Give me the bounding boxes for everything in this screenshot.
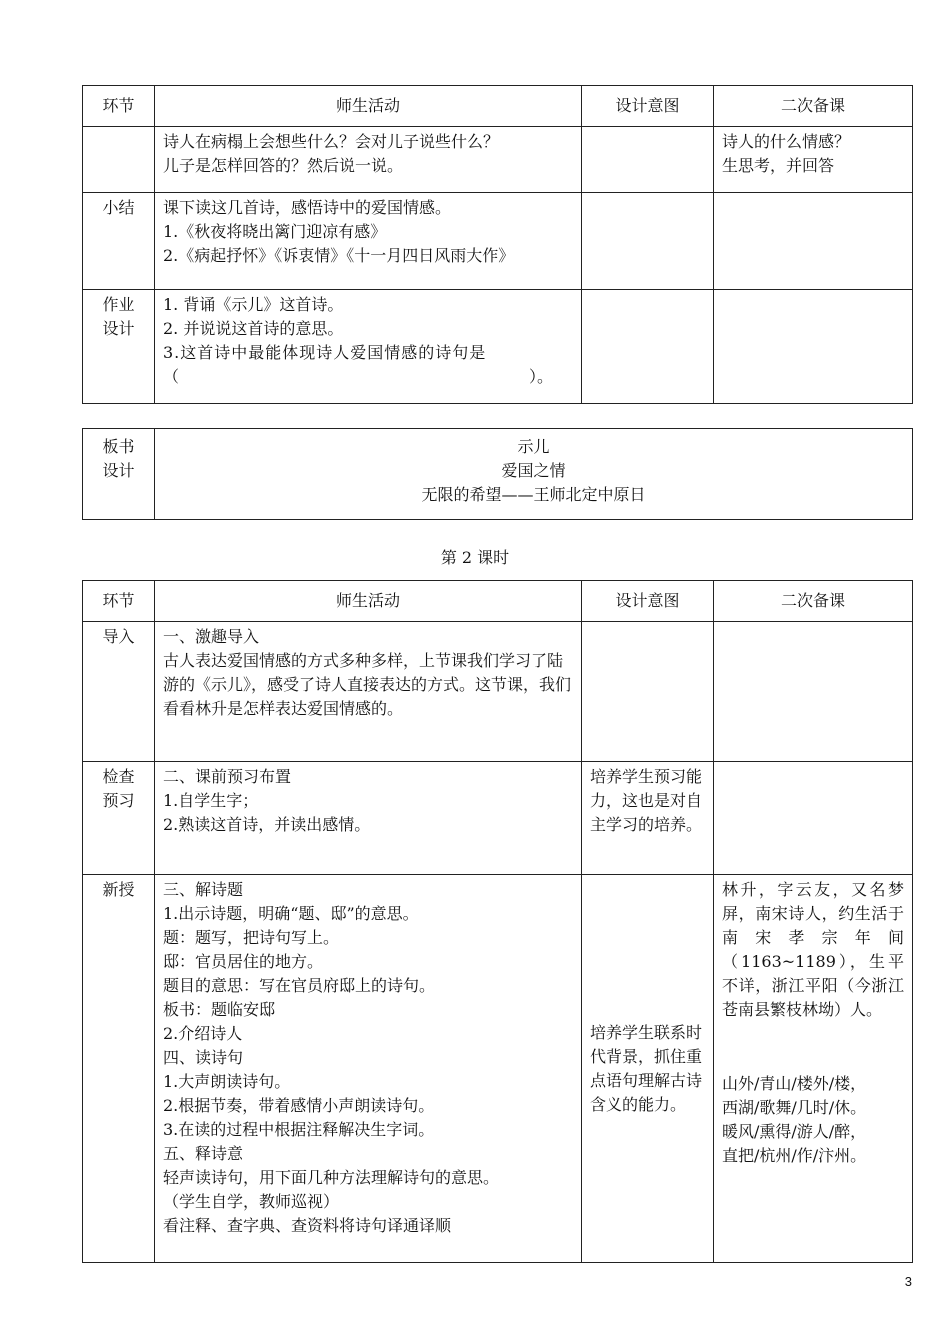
stage-cell bbox=[83, 622, 155, 762]
stage-label: 导入 bbox=[102, 627, 135, 646]
header-notes: 二次备课 bbox=[714, 86, 913, 127]
activity-line: 一、激趣导入 bbox=[163, 627, 260, 646]
activity-line: 轻声读诗句，用下面几种方法理解诗句的意思。 bbox=[163, 1168, 500, 1187]
board-label-cell bbox=[83, 429, 155, 520]
board-line: 爱国之情 bbox=[501, 461, 566, 480]
blank-open-paren: （ bbox=[163, 367, 180, 386]
activity-line: 3.在读的过程中根据注释解决生字词。 bbox=[163, 1120, 435, 1139]
intent-text: 培养学生预习能力，这也是对自主学习的培养。 bbox=[590, 767, 703, 834]
notes-line: 生思考，并回答 bbox=[722, 156, 835, 175]
header-stage: 环节 bbox=[83, 86, 155, 127]
lesson-table-2 bbox=[82, 580, 913, 1263]
stage-label: 检查 bbox=[102, 767, 135, 786]
header-activity: 师生活动 bbox=[155, 581, 582, 622]
poem-line: 直把/杭州/作/汴州。 bbox=[722, 1146, 867, 1165]
intent-cell bbox=[582, 127, 714, 193]
activity-line: 题目的意思：写在官员府邸上的诗句。 bbox=[163, 976, 436, 995]
activity-line: 儿子是怎样回答的？然后说一说。 bbox=[163, 156, 404, 175]
activity-line: 看注释、查字典、查资料将诗句译通译顺 bbox=[163, 1216, 452, 1235]
activity-line: 2.《病起抒怀》《诉衷情》《十一月四日风雨大作》 bbox=[163, 246, 515, 265]
table-row bbox=[83, 622, 913, 762]
header-notes: 二次备课 bbox=[714, 581, 913, 622]
poem-line: 西湖/歌舞/几时/休。 bbox=[722, 1098, 867, 1117]
table-row bbox=[83, 762, 913, 875]
activity-cell bbox=[155, 762, 582, 875]
table-row bbox=[83, 193, 913, 290]
intent-cell bbox=[582, 762, 714, 875]
activity-line: 二、课前预习布置 bbox=[163, 767, 292, 786]
lesson-table-1 bbox=[82, 85, 913, 404]
activity-paragraph: 古人表达爱国情感的方式多种多样，上节课我们学习了陆游的《示儿》，感受了诗人直接表达的方式。这节课，我们看看林升是怎样表达爱国情感的。 bbox=[163, 651, 572, 718]
board-label: 板书 bbox=[102, 437, 135, 456]
activity-line: （学生自学，教师巡视） bbox=[163, 1192, 340, 1211]
activity-line: 题：题写，把诗句写上。 bbox=[163, 928, 340, 947]
activity-cell bbox=[155, 622, 582, 762]
notes-cell bbox=[714, 193, 913, 290]
stage-label: 小结 bbox=[102, 198, 135, 217]
activity-line: 3.这首诗中最能体现诗人爱国情感的诗句是 bbox=[163, 343, 487, 362]
activity-line: 1.《秋夜将晓出篱门迎凉有感》 bbox=[163, 222, 387, 241]
activity-line: 2.根据节奏，带着感情小声朗读诗句。 bbox=[163, 1096, 435, 1115]
intent-text: 培养学生联系时代背景，抓住重点语句理解古诗含义的能力。 bbox=[590, 1022, 703, 1114]
section-title: 第 2 课时 bbox=[440, 548, 510, 567]
notes-cell bbox=[714, 622, 913, 762]
activity-line: 五、释诗意 bbox=[163, 1144, 244, 1163]
board-design-table bbox=[82, 428, 913, 520]
stage-label: 预习 bbox=[102, 791, 135, 810]
board-content-cell bbox=[155, 429, 913, 520]
table-header-row bbox=[83, 581, 913, 622]
notes-line: 诗人的什么情感？ bbox=[722, 132, 851, 151]
notes-spacer bbox=[722, 1022, 904, 1072]
intent-cell bbox=[582, 290, 714, 404]
activity-line: 邸：官员居住的地方。 bbox=[163, 952, 324, 971]
stage-cell bbox=[83, 762, 155, 875]
activity-line: 1.出示诗题，明确“题、邸”的意思。 bbox=[163, 904, 419, 923]
activity-line: 1. 背诵《示儿》这首诗。 bbox=[163, 295, 344, 314]
stage-cell bbox=[83, 127, 155, 193]
table-row bbox=[83, 875, 913, 1263]
page-number: 3 bbox=[904, 1274, 912, 1289]
activity-line: 1.大声朗读诗句。 bbox=[163, 1072, 291, 1091]
header-stage: 环节 bbox=[83, 581, 155, 622]
stage-label: 作业 bbox=[102, 295, 135, 314]
notes-cell bbox=[714, 875, 913, 1263]
intent-cell bbox=[582, 622, 714, 762]
poem-line: 山外/青山/楼外/楼， bbox=[722, 1074, 867, 1093]
table-row bbox=[83, 127, 913, 193]
activity-cell bbox=[155, 290, 582, 404]
intent-cell bbox=[582, 875, 714, 1263]
activity-cell bbox=[155, 127, 582, 193]
notes-cell bbox=[714, 127, 913, 193]
activity-line: 1.自学生字； bbox=[163, 791, 259, 810]
notes-cell bbox=[714, 290, 913, 404]
activity-cell bbox=[155, 875, 582, 1263]
activity-line: 四、读诗句 bbox=[163, 1048, 244, 1067]
blank-close-paren: ）。 bbox=[528, 367, 553, 386]
activity-line: 2. 并说说这首诗的意思。 bbox=[163, 319, 344, 338]
stage-cell bbox=[83, 875, 155, 1263]
answer-blank bbox=[163, 365, 573, 389]
notes-cell bbox=[714, 762, 913, 875]
board-label: 设计 bbox=[102, 461, 135, 480]
board-line: 无限的希望——王师北定中原日 bbox=[421, 485, 646, 504]
stage-label: 新授 bbox=[102, 880, 135, 899]
header-intent: 设计意图 bbox=[582, 581, 714, 622]
activity-line: 课下读这几首诗，感悟诗中的爱国情感。 bbox=[163, 198, 452, 217]
intent-cell bbox=[582, 193, 714, 290]
stage-cell bbox=[83, 193, 155, 290]
poem-line: 暖风/熏得/游人/醉， bbox=[722, 1122, 867, 1141]
header-intent: 设计意图 bbox=[582, 86, 714, 127]
poet-bio: 林升，字云友，又名梦屏，南宋诗人，约生活于南宋孝宗年间（1163~1189），生平不详，浙江平阳（今浙江苍南县繁枝林坳）人。 bbox=[722, 880, 904, 1019]
activity-line: 2.介绍诗人 bbox=[163, 1024, 243, 1043]
table-header-row bbox=[83, 86, 913, 127]
activity-cell bbox=[155, 193, 582, 290]
table-row bbox=[83, 429, 913, 520]
activity-line: 板书：题临安邸 bbox=[163, 1000, 276, 1019]
activity-line: 三、解诗题 bbox=[163, 880, 244, 899]
board-line: 示儿 bbox=[517, 437, 550, 456]
header-activity: 师生活动 bbox=[155, 86, 582, 127]
stage-cell bbox=[83, 290, 155, 404]
activity-line: 2.熟读这首诗，并读出感情。 bbox=[163, 815, 371, 834]
activity-line: 诗人在病榻上会想些什么？会对儿子说些什么？ bbox=[163, 132, 500, 151]
table-row bbox=[83, 290, 913, 404]
stage-label: 设计 bbox=[102, 319, 135, 338]
